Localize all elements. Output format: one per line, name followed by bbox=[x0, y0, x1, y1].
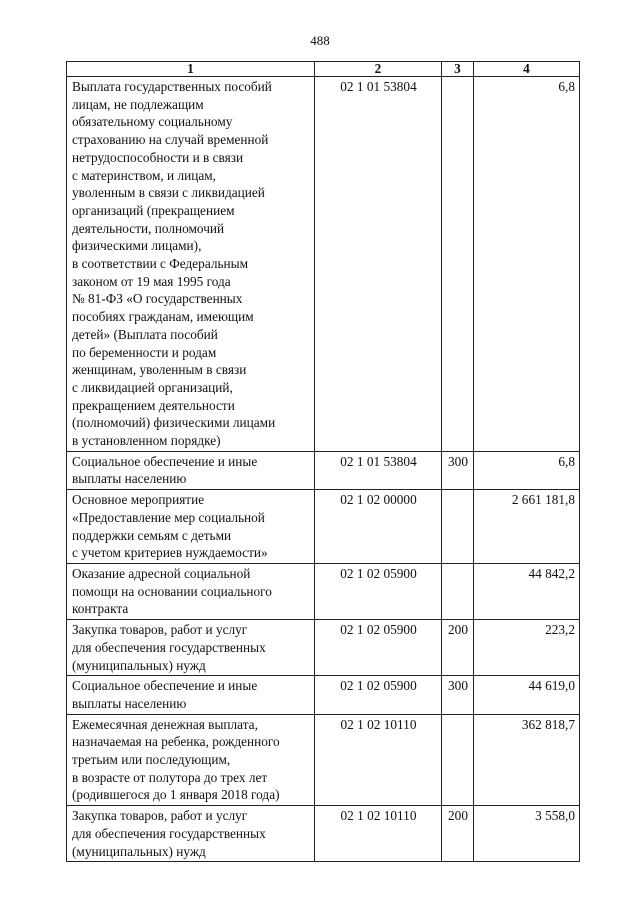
row-name: Закупка товаров, работ и услуг для обеспечения государственных (муниципальных) нужд bbox=[67, 620, 315, 676]
table-row bbox=[67, 714, 580, 806]
table-row bbox=[67, 806, 580, 862]
row-amount: 44 619,0 bbox=[474, 676, 580, 714]
row-code: 02 1 02 00000 bbox=[315, 490, 442, 564]
row-type bbox=[442, 77, 474, 452]
table-row bbox=[67, 563, 580, 619]
column-header: 2 bbox=[315, 62, 442, 77]
table-row bbox=[67, 620, 580, 676]
table-row bbox=[67, 77, 580, 452]
row-name: Выплата государственных пособий лицам, не подлежащим обязательному социальному страхованию на случай временной нетрудоспособности и в связи с материнством, и лицам, уволенным в связи с ликвидацией организаций (прекращением деятельности, полномочий физическими лицами), в соответствии с Федеральным законом от 19 мая 1995 года № 81-ФЗ «О государственных пособиях гражданам, имеющим детей» (Выплата пособий по беременности и родам женщинам, уволенным в связи с ликвидацией организаций, прекращением деятельности (полномочий) физическими лицами в установленном порядке) bbox=[67, 77, 315, 452]
row-type bbox=[442, 714, 474, 806]
row-amount: 362 818,7 bbox=[474, 714, 580, 806]
row-type: 300 bbox=[442, 451, 474, 489]
row-amount: 223,2 bbox=[474, 620, 580, 676]
row-code: 02 1 02 05900 bbox=[315, 620, 442, 676]
row-amount: 6,8 bbox=[474, 77, 580, 452]
table-row bbox=[67, 490, 580, 564]
column-header: 1 bbox=[67, 62, 315, 77]
row-code: 02 1 02 10110 bbox=[315, 714, 442, 806]
row-type bbox=[442, 490, 474, 564]
row-code: 02 1 01 53804 bbox=[315, 77, 442, 452]
row-name: Закупка товаров, работ и услуг для обеспечения государственных (муниципальных) нужд bbox=[67, 806, 315, 862]
column-header: 4 bbox=[474, 62, 580, 77]
row-type: 200 bbox=[442, 620, 474, 676]
row-type: 300 bbox=[442, 676, 474, 714]
row-code: 02 1 02 05900 bbox=[315, 563, 442, 619]
row-amount: 6,8 bbox=[474, 451, 580, 489]
row-amount: 44 842,2 bbox=[474, 563, 580, 619]
row-amount: 3 558,0 bbox=[474, 806, 580, 862]
row-type: 200 bbox=[442, 806, 474, 862]
row-code: 02 1 02 10110 bbox=[315, 806, 442, 862]
row-name: Основное мероприятие «Предоставление мер социальной поддержки семьям с детьми с учетом критериев нуждаемости» bbox=[67, 490, 315, 564]
row-name: Социальное обеспечение и иные выплаты населению bbox=[67, 451, 315, 489]
row-code: 02 1 01 53804 bbox=[315, 451, 442, 489]
row-type bbox=[442, 563, 474, 619]
row-name: Ежемесячная денежная выплата, назначаемая на ребенка, рожденного третьим или последующим, в возрасте от полутора до трех лет (родившегося до 1 января 2018 года) bbox=[67, 714, 315, 806]
table-row bbox=[67, 676, 580, 714]
row-amount: 2 661 181,8 bbox=[474, 490, 580, 564]
row-name: Социальное обеспечение и иные выплаты населению bbox=[67, 676, 315, 714]
budget-table bbox=[66, 61, 580, 862]
page-number: 488 bbox=[310, 33, 330, 48]
column-header: 3 bbox=[442, 62, 474, 77]
table-row bbox=[67, 451, 580, 489]
row-name: Оказание адресной социальной помощи на основании социального контракта bbox=[67, 563, 315, 619]
table-header-row bbox=[67, 62, 580, 77]
row-code: 02 1 02 05900 bbox=[315, 676, 442, 714]
